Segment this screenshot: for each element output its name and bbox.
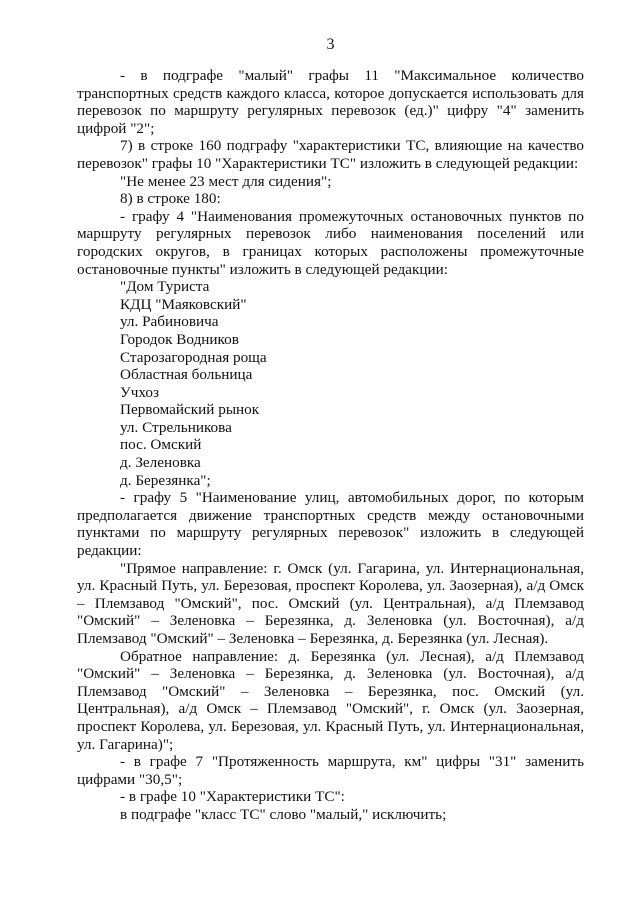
list-item: Старозагородная роща — [120, 348, 267, 366]
paragraph-seats: "Не менее 23 мест для сидения"; — [120, 172, 332, 190]
paragraph-column-4: - графу 4 "Наименования промежуточных остановочных пунктов по маршруту регулярных перевозок либо наименования поселений или городских округов, в границах которых расположены промежуточные остановочные пункты" изложить в следующей редакции: — [77, 207, 584, 278]
list-item: ул. Стрельникова — [120, 418, 232, 436]
paragraph-subgraph-small: - в подграфе "малый" графы 11 "Максимальное количество транспортных средств каждого класса, которое допускается использовать для перевозок по маршруту регулярных перевозок (ед.)" цифру "4" заменить цифрой "2"; — [77, 67, 584, 137]
paragraph-forward-direction: "Прямое направление: г. Омск (ул. Гагарина, ул. Интернациональная, ул. Красный Путь, ул. Березовая, проспект Королева, ул. Заозерная), а/д Омск – Племзавод "Омский", пос. Омский (ул. Центральная), а/д Племзавод "Омский" – Зеленовка – Березянка, д. Зеленовка (ул. Восточная), а/д Племзавод "Омский" – Зеленовка – Березянка, д. Березянка (ул. Лесная). — [77, 559, 584, 647]
list-item: Учхоз — [120, 383, 159, 401]
paragraph-row-180: 8) в строке 180: — [120, 190, 221, 208]
page-number: 3 — [326, 36, 335, 53]
list-item: пос. Омский — [120, 436, 202, 454]
stops-list — [77, 278, 584, 489]
list-item: Первомайский рынок — [120, 401, 260, 419]
paragraph-column-5: - графу 5 "Наименование улиц, автомобильных дорог, по которым предполагается движение транспортных средств между остановочными пунктами по маршруту регулярных перевозок" изложить в следующей редакции: — [77, 489, 584, 560]
list-item: "Дом Туриста — [120, 278, 210, 296]
paragraph-column-10: - в графе 10 "Характеристики ТС": — [120, 788, 345, 806]
list-item: КДЦ "Маяковский" — [120, 295, 247, 313]
list-item: д. Зеленовка — [120, 454, 201, 472]
list-item: Городок Водников — [120, 330, 239, 348]
list-item: ул. Рабиновича — [120, 313, 219, 331]
paragraph-reverse-direction: Обратное направление: д. Березянка (ул. Лесная), а/д Племзавод "Омский" – Зеленовка – Березянка, д. Зеленовка (ул. Восточная), а/д Племзавод "Омский" – Зеленовка – Березянка, пос. Омский (ул. Центральная), а/д Омск – Племзавод "Омский", г. Омск (ул. Заозерная, проспект Королева, ул. Березовая, ул. Красный Путь, ул. Интернациональная, ул. Гагарина)"; — [77, 647, 584, 753]
list-item: д. Березянка"; — [120, 471, 211, 489]
list-item: Областная больница — [120, 366, 253, 384]
paragraph-class-ts: в подграфе "класс ТС" слово "малый," исключить; — [120, 805, 447, 823]
paragraph-column-7: - в графе 7 "Протяженность маршрута, км" цифры "31" заменить цифрами "30,5"; — [77, 753, 584, 788]
paragraph-row-160: 7) в строке 160 подграфу "характеристики ТС, влияющие на качество перевозок" графы 10 "Характеристики ТС" изложить в следующей редакции: — [77, 137, 584, 172]
